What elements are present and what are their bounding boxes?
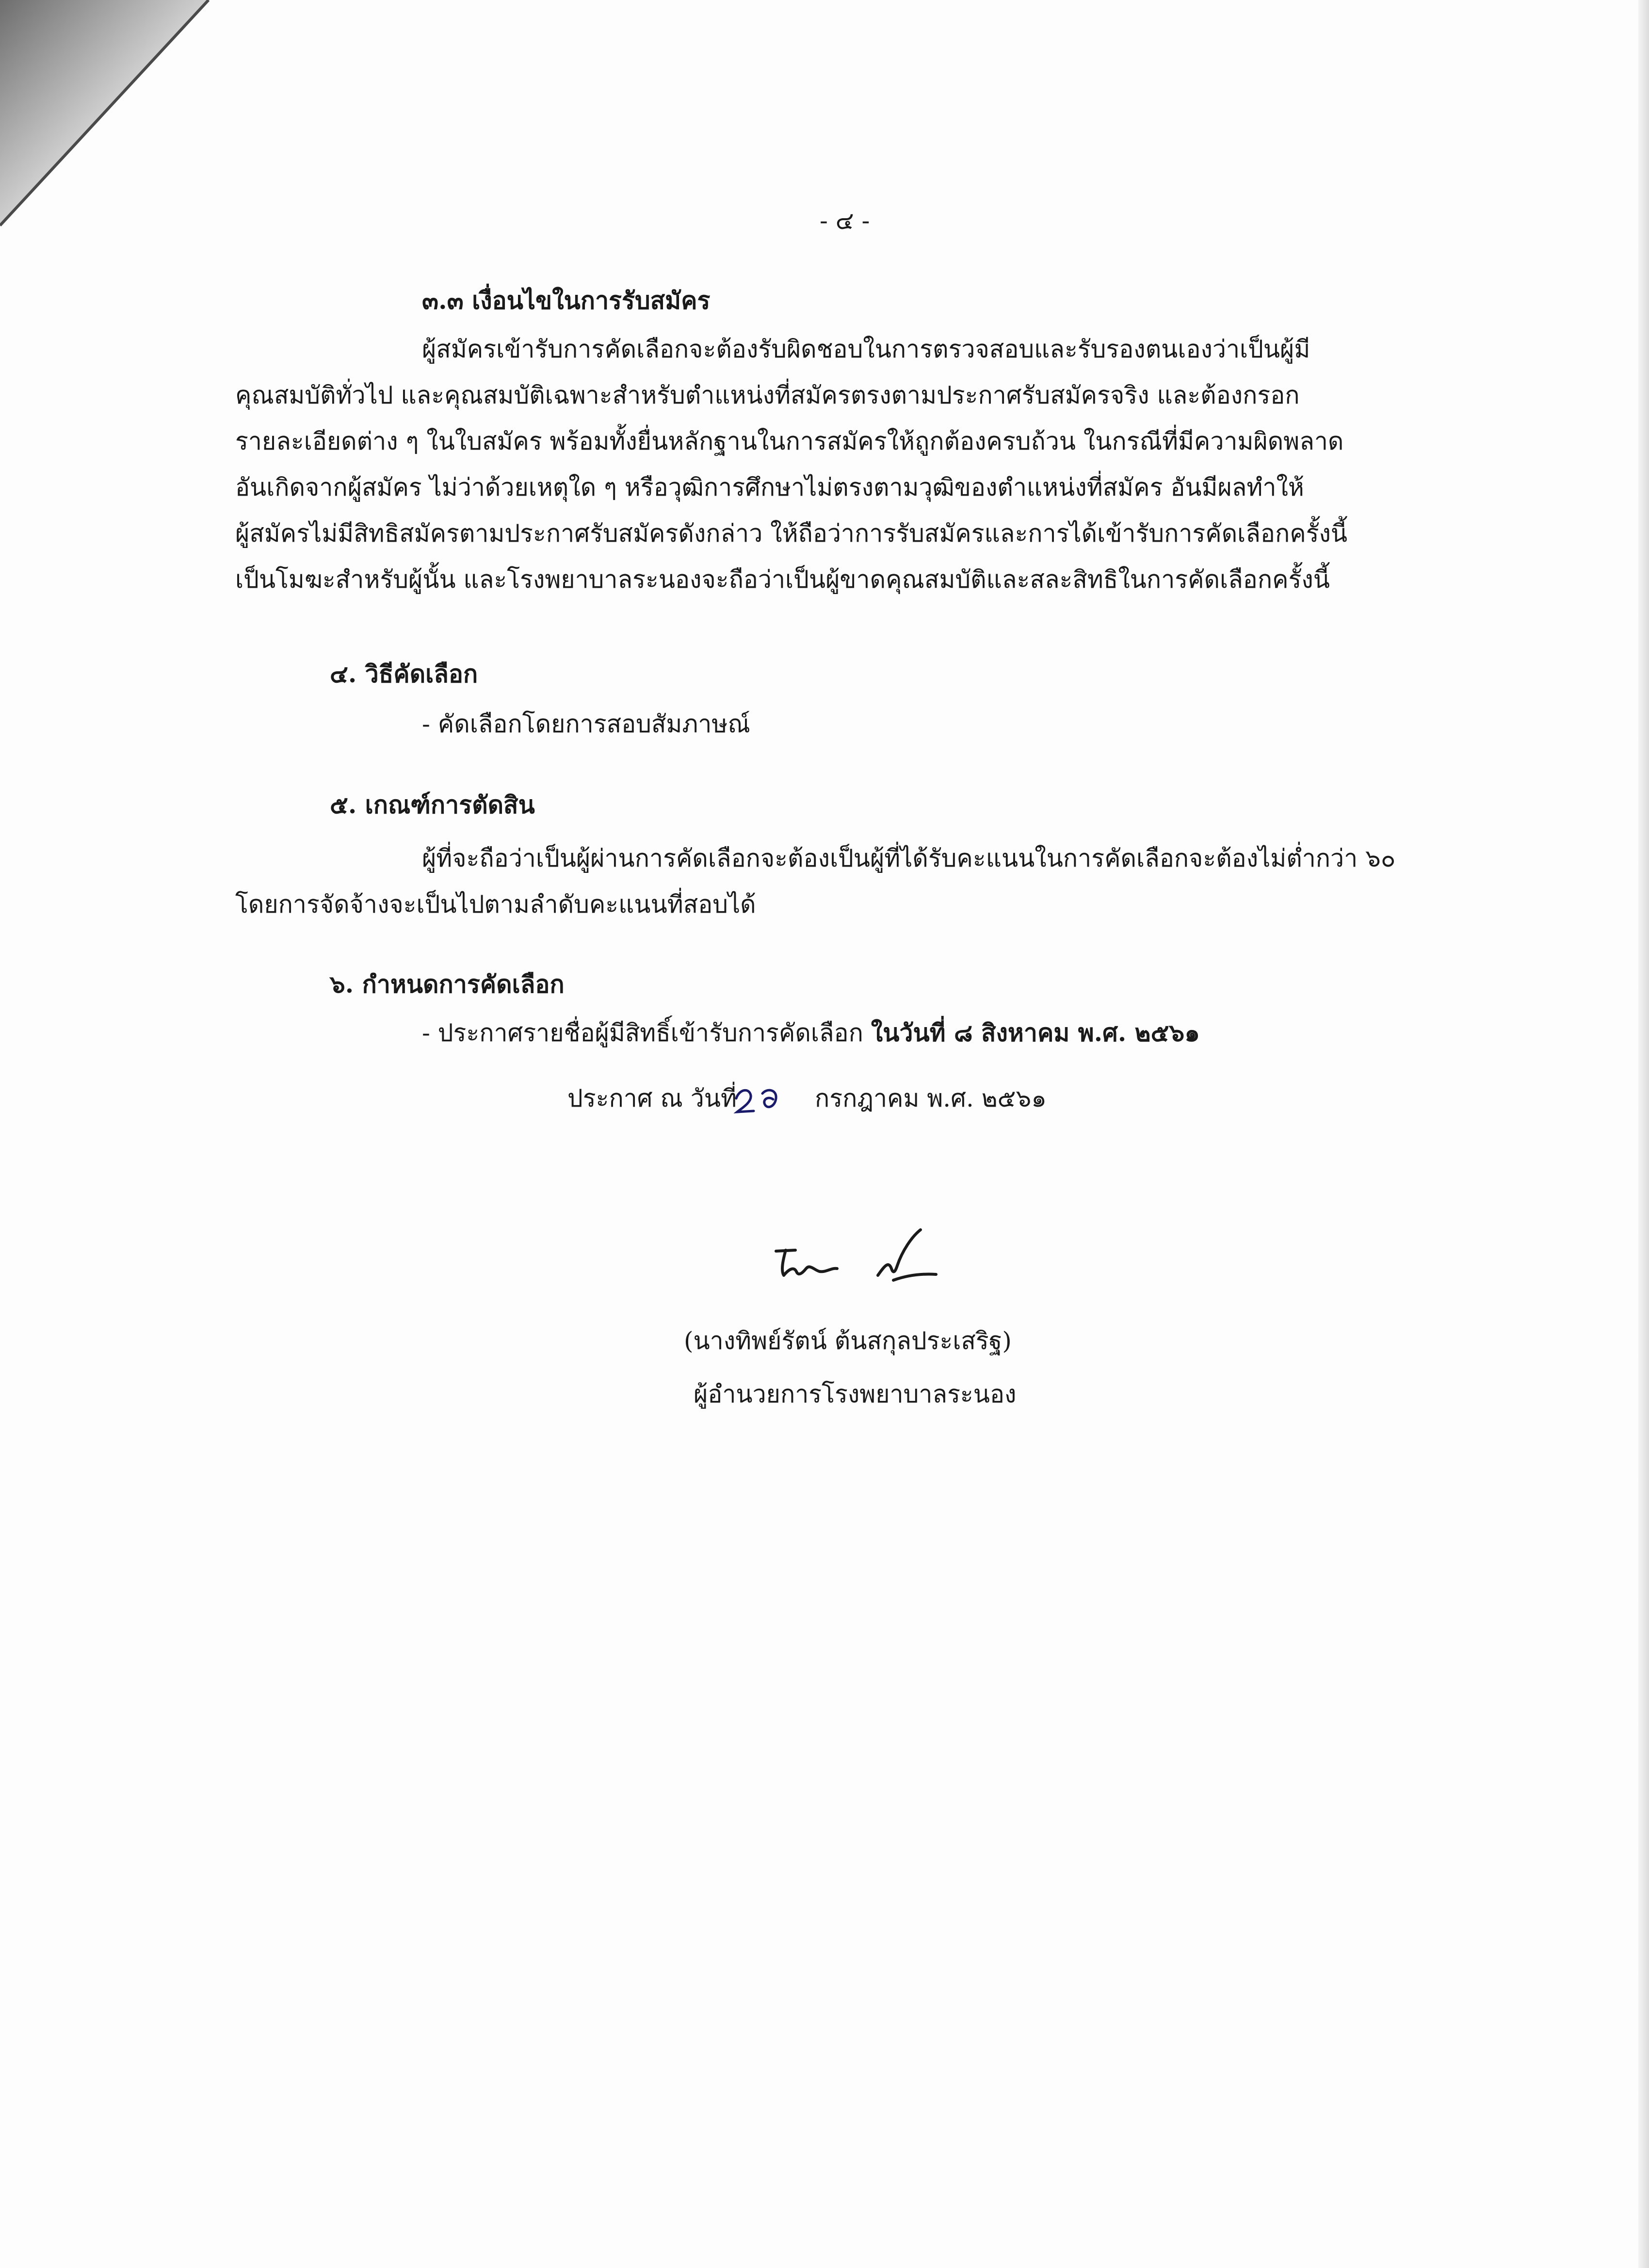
section-3-3-heading: ๓.๓ เงื่อนไขในการรับสมัคร [422,286,711,315]
announcement-date-suffix: กรกฎาคม พ.ศ. ๒๕๖๑ [815,1084,1047,1112]
announcement-date-prefix: ประกาศ ณ วันที่ [567,1084,737,1112]
signatory-name: (นางทิพย์รัตน์ ต้นสกุลประเสริฐ) [684,1327,1012,1355]
handwritten-day [732,1079,786,1118]
section-3-3-line: คุณสมบัติทั่วไป และคุณสมบัติเฉพาะสำหรับตำแหน่งที่สมัครตรงตามประกาศรับสมัครจริง และต้องกรอก [235,381,1300,409]
folded-corner-shadow [0,0,213,228]
section-6-heading: ๖. กำหนดการคัดเลือก [330,970,565,998]
section-3-3-line: ผู้สมัครไม่มีสิทธิสมัครตามประกาศรับสมัครดังกล่าว ให้ถือว่าการรับสมัครและการได้เข้ารับการคัดเลือกครั้งนี้ [235,519,1348,547]
page-number: - ๔ - [820,207,870,235]
section-3-3-line: ผู้สมัครเข้ารับการคัดเลือกจะต้องรับผิดชอบในการตรวจสอบและรับรองตนเองว่าเป็นผู้มี [422,335,1310,363]
section-4-item: - คัดเลือกโดยการสอบสัมภาษณ์ [422,710,750,738]
section-5-line: ผู้ที่จะถือว่าเป็นผู้ผ่านการคัดเลือกจะต้องเป็นผู้ที่ได้รับคะแนนในการคัดเลือกจะต้องไม่ต่ำกว่า ๖๐ [422,844,1396,872]
section-3-3-line: รายละเอียดต่าง ๆ ในใบสมัคร พร้อมทั้งยื่นหลักฐานในการสมัครให้ถูกต้องครบถ้วน ในกรณีที่มีความผิดพลาด [235,427,1344,455]
section-6-item-prefix: - ประกาศรายชื่อผู้มีสิทธิ์เข้ารับการคัดเลือก [422,1019,863,1047]
section-5-heading: ๕. เกณฑ์การตัดสิน [330,790,535,819]
section-3-3-line: เป็นโมฆะสำหรับผู้นั้น และโรงพยาบาลระนองจะถือว่าเป็นผู้ขาดคุณสมบัติและสละสิทธิในการคัดเลือกครั้งนี้ [235,565,1330,594]
signatory-title: ผู้อำนวยการโรงพยาบาลระนอง [694,1380,1017,1408]
section-3-3-line: อันเกิดจากผู้สมัคร ไม่ว่าด้วยเหตุใด ๆ หรือวุฒิการศึกษาไม่ตรงตามวุฒิของตำแหน่งที่สมัคร อันมีผลทำให้ [235,473,1304,501]
section-4-heading: ๔. วิธีคัดเลือก [330,659,478,688]
section-6-item [422,1016,1200,1050]
scan-edge [1638,0,1649,2268]
section-6-item-date: ในวันที่ ๘ สิงหาคม พ.ศ. ๒๕๖๑ [871,1018,1200,1047]
section-5-line: โดยการจัดจ้างจะเป็นไปตามลำดับคะแนนที่สอบได้ [235,890,756,918]
handwritten-signature [766,1227,951,1295]
